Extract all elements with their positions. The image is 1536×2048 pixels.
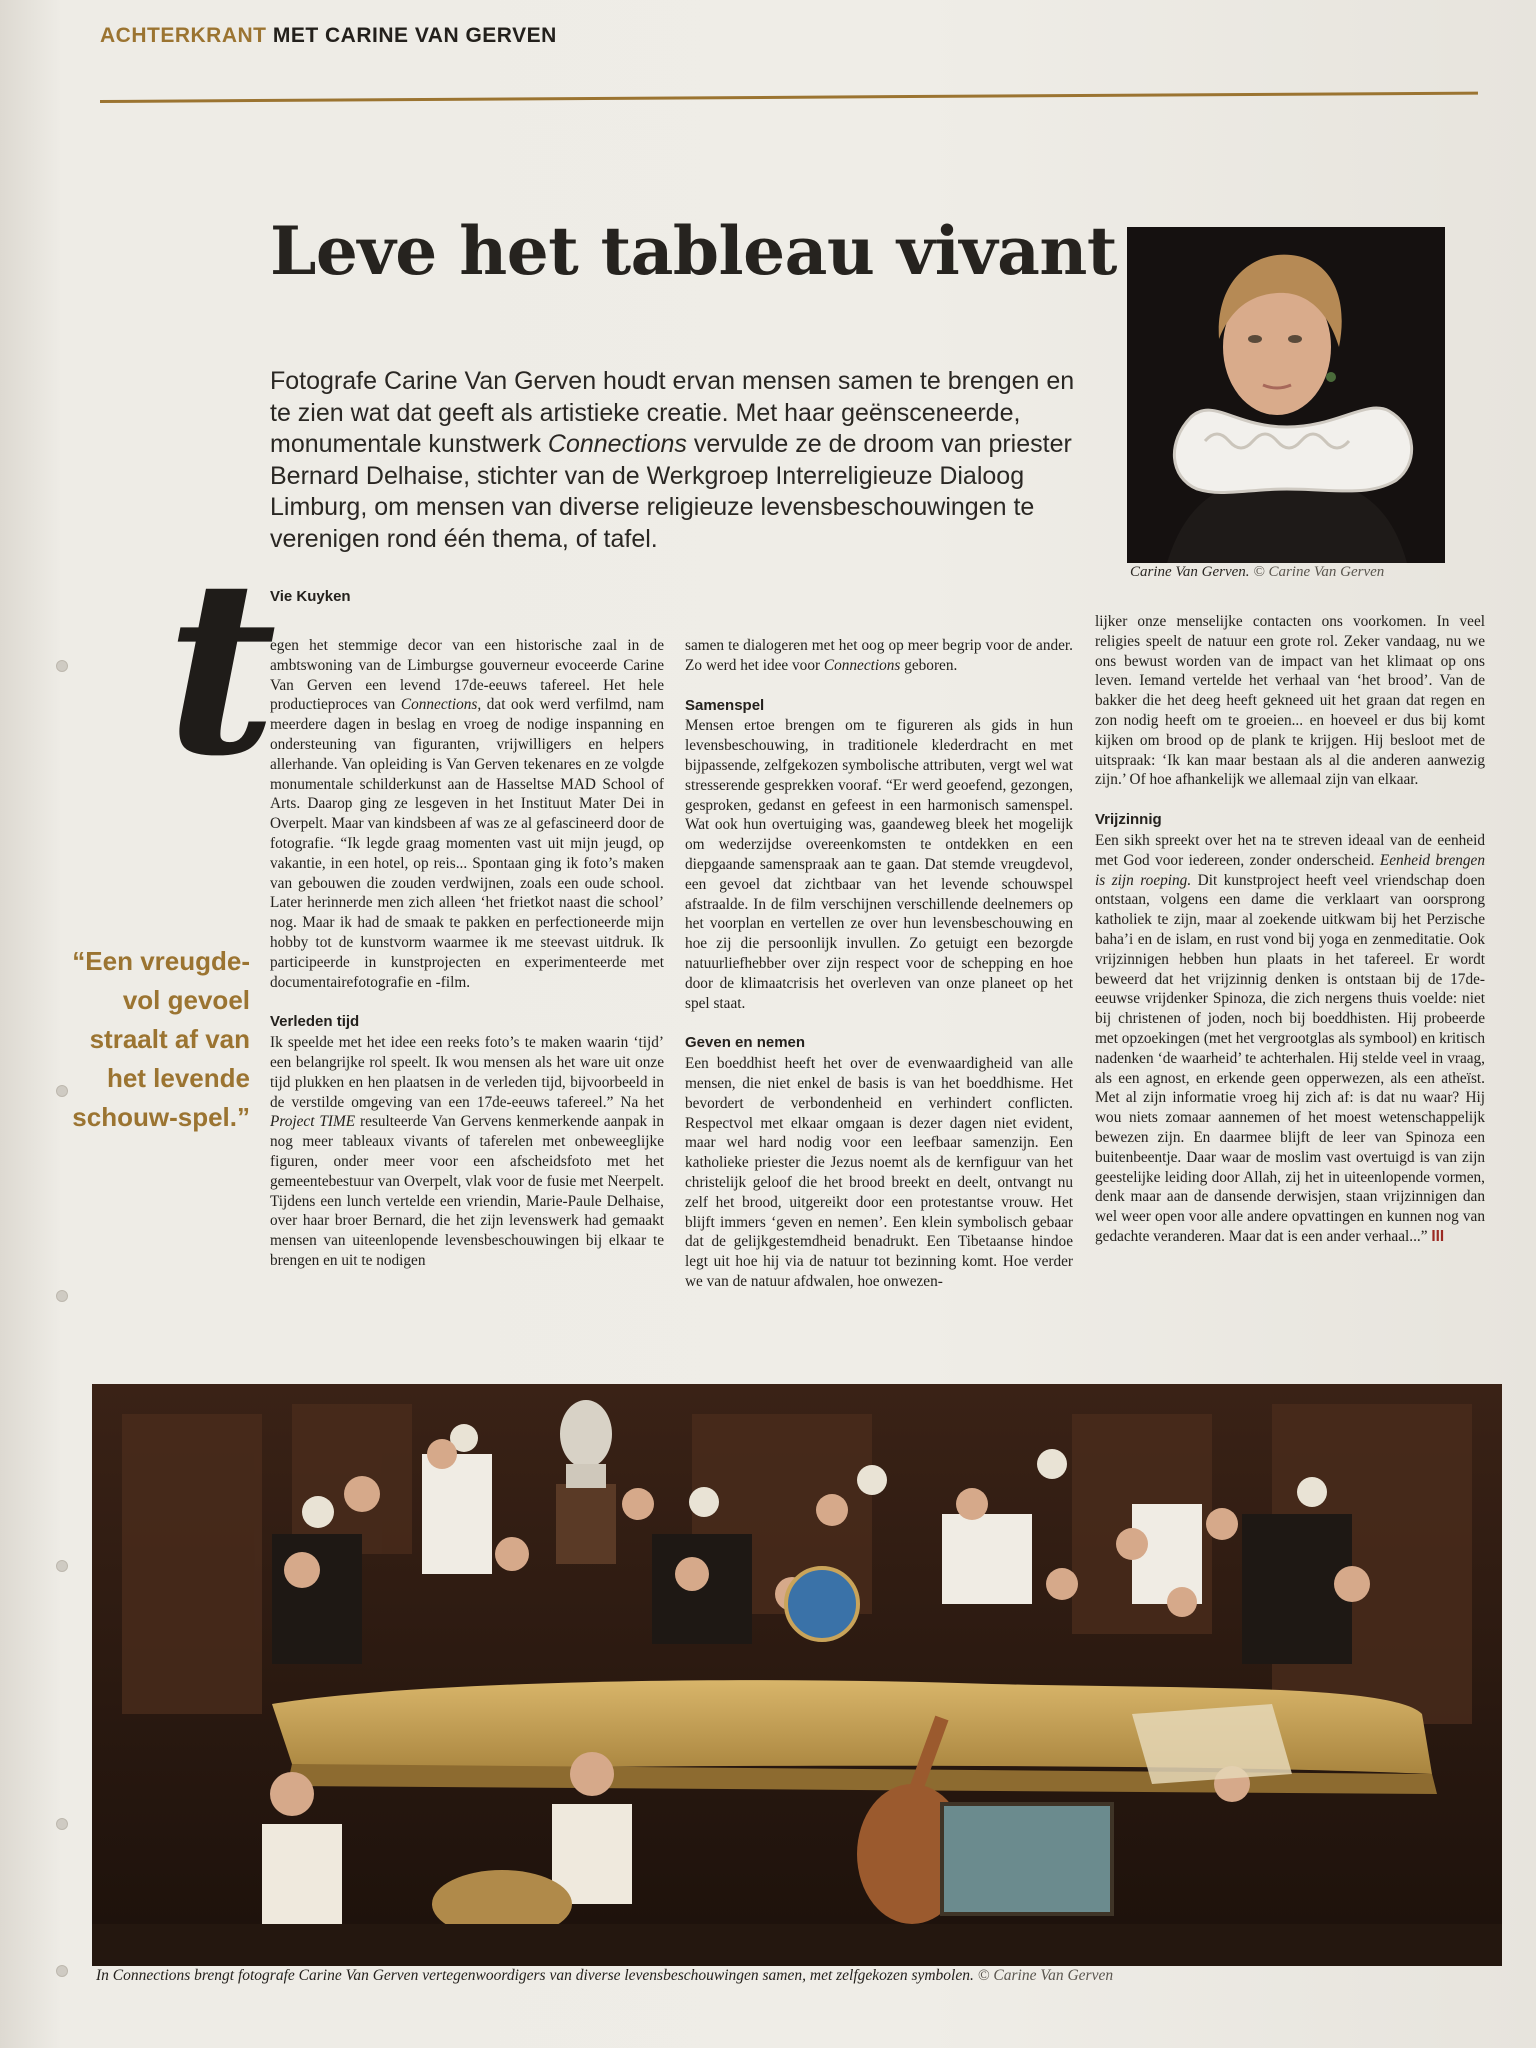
column-1 xyxy=(270,636,664,1271)
column-2 xyxy=(685,636,1073,1292)
section-title: MET CARINE VAN GERVEN xyxy=(272,24,557,47)
pull-quote: “Een vreugde-vol gevoel straalt af van het levende schouw-spel.” xyxy=(72,946,250,1132)
paragraph: Een boeddhist heeft het over de evenwaardigheid van alle mensen, die niet enkel de basis is van het boeddhisme. Het bevordert de verbondenheid en verhindert conflicten. Respectvol met elkaar omgaan is dezer dagen niet evident, maar wel hard nodig voor een leefbaar samenzijn. Een katholieke priester die Jezus noemt als de kernfiguur van het christelijk geloof die het brood breekt en deelt, ontvangt nu zelf het brood, uitgereikt door een protestantse vrouw. Het blijft immers ‘geven en nemen’. Een klein symbolisch gebaar dat de gelijkgestemdheid benadrukt. Een Tibetaanse hindoe legt uit hoe hij via de natuur tot bezinning komt. Hoe verder we van de natuur afdwalen, hoe onwezen- xyxy=(685,1055,1073,1290)
end-mark: III xyxy=(1431,1227,1445,1245)
paragraph: Ik speelde met het idee een reeks foto’s te maken waarin ‘tijd’ een belangrijke rol speelt. Ik wou mensen als het ware uit onze tijd plukken en hen plaatsen in de verleden tijd, bijvoorbeeld in de verstilde omgeving van een 17de-eeuws tafereel.” Na het Project TIME resulteerde Van Gervens kenmerkende aanpak in nog meer tableaux vivants of taferelen met onbeweeglijke figuren, onder meer voor een afscheidsfoto met het gemeentebestuur van Overpelt, vlak voor de fusie met Neerpelt. Tijdens een lunch vertelde een vriendin, Marie-Paule Delhaise, over haar broer Bernard, die het zijn levenswerk had gemaakt mensen van uiteenlopende levensbeschouwingen bij elkaar te brengen en uit te nodigen xyxy=(270,1034,665,1269)
tableau-illustration xyxy=(92,1384,1502,1966)
article-intro: Fotografe Carine Van Gerven houdt ervan mensen samen te brengen en te zien wat dat geeft als artistieke creatie. Met haar geënsceneerde, monumentale kunstwerk Connections vervulde ze de droom van priester Bernard Delhaise, stichter van de Werkgroep Interreligieuze Dialoog Limburg, om mensen van diverse religieuze levensbeschouwingen te verenigen rond één thema, of tafel. xyxy=(270,367,1075,553)
paragraph: samen te dialogeren met het oog op meer begrip voor de ander. Zo werd het idee voor Connections geboren. xyxy=(685,637,1073,674)
paragraph: Een sikh spreekt over het na te streven ideaal van de eenheid met God voor iedereen, zonder onderscheid. Eenheid brengen is zijn roeping. Dit kunstproject heeft veel vriendschap doen ontstaan, volgens een dame die verklaart van oorsprong katholiek te zijn, maar al zoekende uitkwam bij het Perzische baha’i en de islam, en rust vond bij yoga en zenmeditatie. Ook vrijzinnigen hebben hun plaats in het tafereel. Er wordt beweerd dat het vrijzinnig denken is ontstaan bij de 17de-eeuwse vrijdenker Spinoza, die zich nergens thuis voelde: niet bij christenen of joden, noch bij boeddhisten. Hij probeerde met opzoekingen (met het vergrootglas als symbool) en kritisch nadenken ‘de waarheid’ te achterhalen. Hij stelde veel in vraag, als een agnost, en erkende geen opperwezen, als een atheïst. Met al zijn informatie vroeg hij zich af: is dat nu waar? Hij wou niets zomaar aannemen of het moest wetenschappelijk bewezen zijn. En daarmee blijft de leer van Spinoza een buitenbeentje. Daar waar de moslim vast overtuigd is van zijn geestelijke leiding door Allah, zij het in uiteenlopende vormen, denk maar aan de dansende derwisjen, staan vrijzinnigen dan wel weer open voor alle andere opvattingen en kunnen nog van gedachte veranderen. Maar dat is een ander verhaal...” III xyxy=(1095,831,1486,1245)
section-name: ACHTERKRANT xyxy=(100,24,267,47)
subheading: Geven en nemen xyxy=(685,1034,806,1052)
portrait-credit: © Carine Van Gerven xyxy=(1253,564,1385,580)
paragraph: egen het stemmige decor van een historische zaal in de ambtswoning van de Limburgse gouverneur evoceerde Carine Van Gerven een levend 17de-eeuws tafereel. Het hele productieproces van Connections, dat ook werd verfilmd, nam meerdere dagen in beslag en vroeg de nodige inspanning en ondersteuning van figuranten, vrijwilligers en helpers allerhande. Van opleiding is Van Gerven tekenares en ze volgde monumentale schilderkunst aan de Hasseltse MAD School of Arts. Daarop ging ze lesgeven in het Instituut Mater Dei in Overpelt. Maar van kindsbeen af was ze al gefascineerd door de fotografie. “Ik legde graag momenten vast uit mijn jeugd, op vakantie, in een hotel, op reis... Spontaan ging ik foto’s maken van gebouwen die zouden verdwijnen, zoals een oude school. Later herinnerde men zich alleen ‘het frietkot naast die school’ nog. Maar ik had de smaak te pakken en perfectioneerde mijn hobby tot de kunstvorm waarmee ik me steevast uitdruk. Ik participeerde in kunstprojecten en experimenteerde met documentairefotografie en -film. xyxy=(270,637,664,991)
portrait-illustration xyxy=(1127,227,1445,563)
paragraph: lijker onze menselijke contacten ons voorkomen. In veel religies speelt de natuur een grote rol. Zeker vandaag, nu we ons bewust worden van de impact van het klimaat op ons leven. Iemand vertelde het verhaal van ‘het brood’. Van de bakker die het deeg heeft gekneed uit het graan dat regen en zon nodig heeft om te groeien... en hoeveel er dus bij komt kijken om brood op de plank te krijgen. Hij besloot met de uitspraak: ‘Ik kan maar bestaan als al die anderen aanwezig zijn.’ Of hoe afhankelijk we allemaal zijn van elkaar. xyxy=(1095,613,1485,789)
column-3 xyxy=(1095,612,1485,1247)
drop-cap: t xyxy=(166,527,277,809)
subheading: Samenspel xyxy=(685,696,765,714)
photo-credit: © Carine Van Gerven xyxy=(977,1967,1114,1984)
subheading: Verleden tijd xyxy=(270,1013,360,1031)
tableau-photo xyxy=(92,1384,1502,1966)
portrait-photo xyxy=(1127,227,1445,563)
byline: Vie Kuyken xyxy=(270,588,351,605)
paragraph: Mensen ertoe brengen om te figureren als gids in hun levensbeschouwing, in traditionele klederdracht en met bijpassende, zelfgekozen symbolische attributen, vergt wel wat stresserende gesprekken vooraf. “Er werd geoefend, gezongen, gesproken, gedanst en gefeest in een harmonisch samenspel. Wat ook hun overtuiging was, gaandeweg bleek het mogelijk om wederzijdse overeenkomsten te ontdekken en een diepgaande samenspraak aan te gaan. Dat stemde vreugdevol, een gevoel dat zichtbaar van het levende schouwspel afstraalde. In de film verschijnen verschillende deelnemers op het voorplan en vertellen ze over hun levensbeschouwing en hoe zij die persoonlijk invullen. Zo getuigt een bezorgde natuurliefhebber over zijn respect voor de schepping en hoe door de klimaatcrisis het overleven van onze planeet op het spel staat. xyxy=(685,717,1073,1012)
portrait-caption: Carine Van Gerven. © Carine Van Gerven xyxy=(1130,564,1385,580)
section-label xyxy=(100,24,557,48)
article-headline: Leve het tableau vivant xyxy=(270,212,1117,290)
photo-caption: In Connections brengt fotografe Carine Van Gerven vertegenwoordigers van diverse levensbeschouwingen samen, met zelfgekozen symbolen. © Carine Van Gerven xyxy=(96,1967,1114,1984)
subheading: Vrijzinnig xyxy=(1095,811,1162,829)
